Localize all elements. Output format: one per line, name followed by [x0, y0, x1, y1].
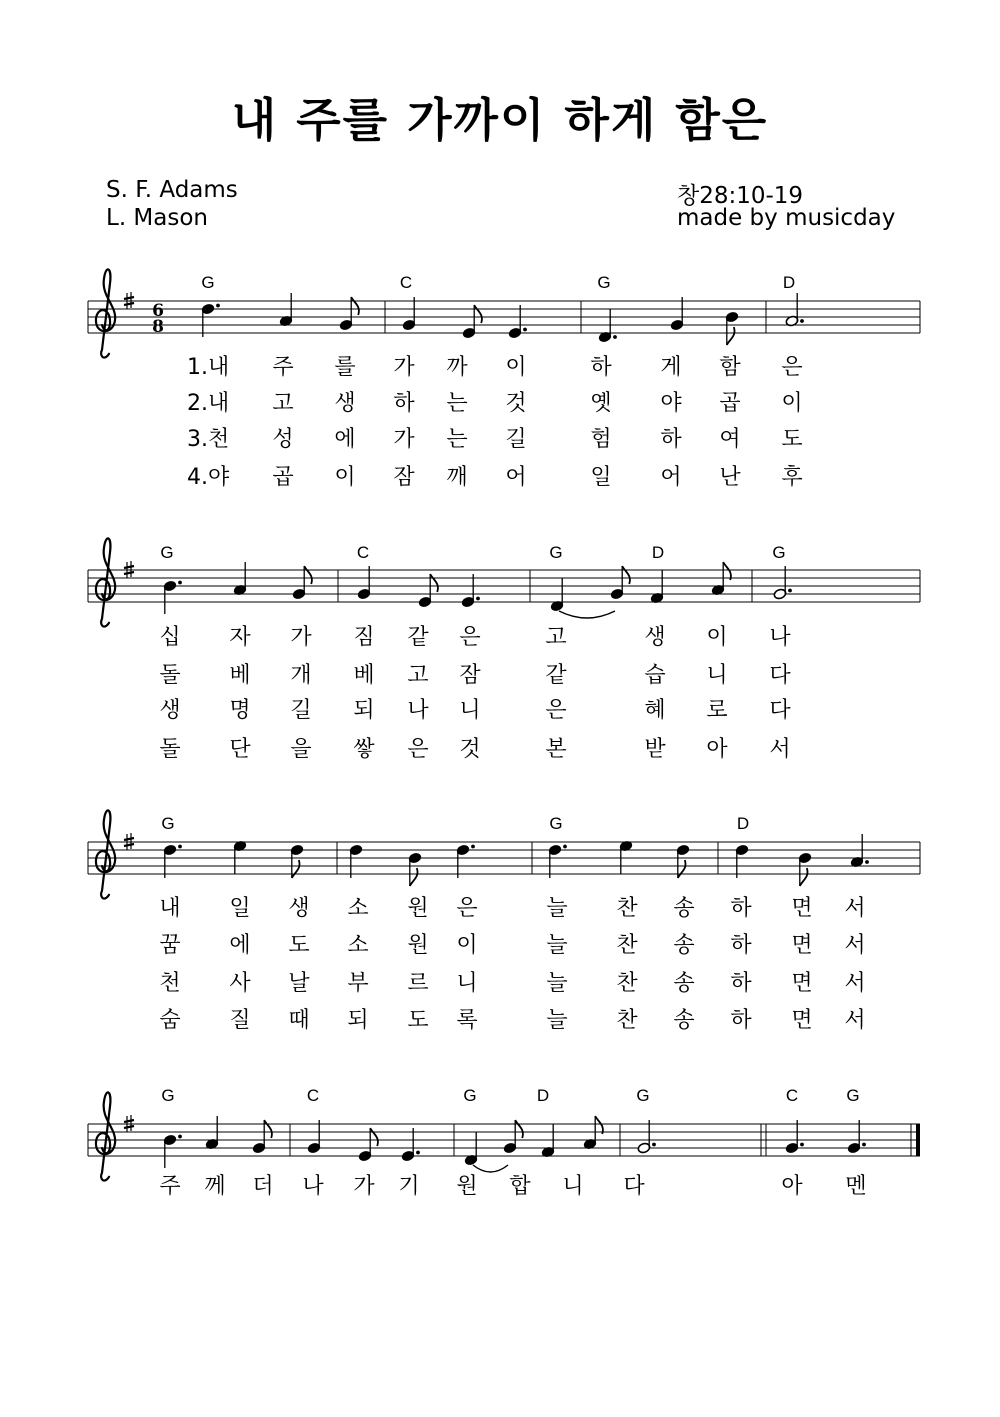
lyric-syllable: 는	[446, 427, 468, 452]
lyric-syllable: 을	[290, 737, 312, 762]
note	[163, 1134, 182, 1168]
note	[461, 574, 480, 608]
lyric-syllable: 이	[334, 465, 356, 490]
chord-symbol: G	[636, 1086, 650, 1105]
lyric-syllable: 하	[730, 971, 752, 996]
lyric-syllable: 베	[229, 663, 251, 688]
augmentation-dot	[178, 1135, 182, 1139]
lyric-syllable: 가	[393, 427, 415, 452]
lyric-syllable: 때	[288, 1008, 310, 1033]
lyric-syllable: 이	[456, 933, 478, 958]
lyric-syllable: 숨	[159, 1008, 181, 1033]
lyric-syllable: 천	[159, 971, 181, 996]
note-flag	[430, 574, 438, 592]
lyric-syllable: 옛	[590, 391, 612, 416]
chord-symbol: G	[160, 543, 174, 562]
lyric-syllable: 사	[229, 971, 251, 996]
augmentation-dot	[563, 845, 567, 849]
lyric-syllable: 아	[706, 737, 728, 762]
lyric-syllable: 도	[407, 1008, 429, 1033]
lyric-syllable: 생	[334, 391, 356, 416]
note	[205, 1116, 219, 1150]
lyric-syllable: 를	[334, 355, 356, 380]
note	[785, 293, 804, 327]
augmentation-dot	[523, 328, 527, 332]
chord-symbol: G	[597, 273, 611, 292]
treble-clef-icon	[96, 538, 115, 626]
composer-credit: L. Mason	[106, 205, 209, 231]
augmentation-dot	[800, 1143, 804, 1147]
lyric-syllable: 도	[288, 933, 310, 958]
note-flag	[515, 1120, 523, 1138]
lyric-syllable: 이	[706, 625, 728, 650]
lyric-syllable: 3.천	[187, 427, 230, 452]
chord-symbol: D	[536, 1086, 550, 1105]
lyric-syllable: 찬	[616, 933, 638, 958]
lyric-syllable: 받	[644, 737, 666, 762]
note	[233, 562, 247, 596]
lyric-syllable: 송	[673, 896, 695, 921]
note	[418, 574, 438, 608]
chord-symbol: C	[785, 1086, 799, 1105]
augmentation-dot	[800, 319, 804, 323]
note	[711, 562, 731, 596]
lyric-syllable: 서	[769, 737, 791, 762]
note	[358, 1128, 378, 1162]
treble-clef-icon	[96, 810, 115, 898]
lyric-syllable: 가	[290, 625, 312, 650]
note-flag	[622, 566, 630, 584]
lyric-syllable: 니	[459, 698, 481, 723]
lyric-syllable: 다	[623, 1174, 645, 1199]
note	[670, 297, 684, 331]
augmentation-dot	[178, 845, 182, 849]
note	[357, 566, 371, 600]
lyric-syllable: 다	[769, 663, 791, 688]
lyric-syllable: 습	[644, 663, 666, 688]
note	[163, 580, 182, 614]
note	[847, 1120, 866, 1154]
lyric-syllable: 기	[398, 1174, 420, 1199]
lyric-syllable: 질	[229, 1008, 251, 1033]
time-signature-top: 6	[152, 301, 164, 321]
chord-symbol: G	[846, 1086, 860, 1105]
lyric-syllable: 가	[353, 1174, 375, 1199]
lyric-syllable: 소	[347, 896, 369, 921]
sharp-bar	[124, 1126, 134, 1128]
lyric-syllable: 르	[407, 971, 429, 996]
chord-symbol: G	[772, 543, 786, 562]
note	[252, 1120, 272, 1154]
lyric-syllable: 서	[844, 1008, 866, 1033]
lyric-syllable: 찬	[616, 896, 638, 921]
note-flag	[678, 860, 686, 878]
lyric-syllable: 이	[781, 391, 803, 416]
lyric-syllable: 께	[204, 1174, 226, 1199]
augmentation-dot	[216, 304, 220, 308]
lyric-syllable: 은	[459, 625, 481, 650]
lyric-syllable: 베	[353, 663, 375, 688]
lyric-syllable: 늘	[546, 971, 568, 996]
lyric-syllable: 더	[252, 1174, 274, 1199]
lyric-syllable: 늘	[546, 933, 568, 958]
lyric-syllable: 하	[730, 896, 752, 921]
lyric-syllable: 하	[730, 1008, 752, 1033]
lyric-syllable: 곱	[272, 465, 294, 490]
lyric-syllable: 2.내	[187, 391, 230, 416]
lyric-syllable: 찬	[616, 1008, 638, 1033]
note	[349, 844, 363, 878]
lyric-syllable: 원	[407, 933, 429, 958]
augmentation-dot	[865, 860, 869, 864]
note	[307, 1120, 321, 1154]
lyric-syllable: 고	[272, 391, 294, 416]
note	[598, 309, 617, 343]
lyric-syllable: 서	[844, 933, 866, 958]
augmentation-dot	[178, 581, 182, 585]
lyric-syllable: 길	[290, 698, 312, 723]
lyric-syllable: 일	[590, 465, 612, 490]
lyric-syllable: 원	[456, 1174, 478, 1199]
lyric-syllable: 잠	[393, 465, 415, 490]
lyric-syllable: 난	[719, 465, 741, 490]
lyric-syllable: 일	[229, 896, 251, 921]
lyric-syllable: 나	[302, 1174, 324, 1199]
chord-symbol: G	[161, 814, 175, 833]
augmentation-dot	[416, 1151, 420, 1155]
lyric-syllable: 게	[660, 355, 682, 380]
lyricist-credit: S. F. Adams	[106, 177, 238, 203]
augmentation-dot	[652, 1143, 656, 1147]
note-flag	[370, 1128, 378, 1146]
note	[279, 293, 293, 327]
lyric-syllable: 하	[730, 933, 752, 958]
sharp-bar	[124, 297, 134, 299]
note-flag	[727, 327, 735, 345]
chord-symbol: C	[356, 543, 370, 562]
lyric-syllable: 여	[719, 427, 741, 452]
note	[339, 297, 359, 331]
lyric-syllable: 송	[673, 971, 695, 996]
lyric-syllable: 가	[393, 355, 415, 380]
note	[850, 834, 869, 868]
lyric-syllable: 본	[545, 737, 567, 762]
lyric-syllable: 같	[545, 663, 567, 688]
lyric-syllable: 명	[229, 698, 251, 723]
note-flag	[800, 868, 808, 886]
lyric-syllable: 다	[769, 698, 791, 723]
chord-symbol: G	[161, 1086, 175, 1105]
lyric-syllable: 자	[229, 625, 251, 650]
lyric-syllable: 돌	[159, 737, 181, 762]
note	[402, 297, 416, 331]
lyric-syllable: 에	[229, 933, 251, 958]
lyric-syllable: 소	[347, 933, 369, 958]
note	[735, 844, 749, 878]
note	[408, 852, 422, 886]
lyric-syllable: 고	[545, 625, 567, 650]
lyric-syllable: 면	[791, 971, 813, 996]
lyric-syllable: 서	[844, 971, 866, 996]
augmentation-dot	[862, 1143, 866, 1147]
note	[456, 844, 475, 878]
note	[462, 305, 482, 339]
note	[610, 566, 630, 600]
note	[773, 566, 792, 600]
augmentation-dot	[476, 597, 480, 601]
lyric-syllable: 나	[769, 625, 791, 650]
lyric-syllable: 나	[407, 698, 429, 723]
staff-system-1	[88, 269, 920, 357]
augmentation-dot	[613, 335, 617, 339]
sharp-bar	[124, 566, 134, 568]
scripture-reference: 창28:10-19	[677, 183, 804, 209]
lyric-syllable: 짐	[353, 625, 375, 650]
note	[583, 1116, 603, 1150]
lyric-syllable: 쌓	[353, 737, 375, 762]
lyric-syllable: 되	[347, 1008, 369, 1033]
lyric-syllable: 로	[706, 698, 728, 723]
lyric-syllable: 단	[229, 737, 251, 762]
lyric-syllable: 에	[334, 427, 356, 452]
note	[233, 840, 247, 874]
note	[637, 1120, 656, 1154]
lyric-syllable: 주	[159, 1174, 181, 1199]
note-flag	[292, 860, 300, 878]
lyric-syllable: 혜	[644, 698, 666, 723]
lyric-syllable: 길	[505, 427, 527, 452]
note-flag	[304, 566, 312, 584]
note	[201, 303, 220, 337]
lyric-syllable: 야	[660, 391, 682, 416]
lyric-syllable: 어	[660, 465, 682, 490]
note	[290, 844, 304, 878]
treble-clef-icon	[96, 1092, 115, 1180]
sharp-bar	[124, 572, 134, 574]
sharp-bar	[124, 303, 134, 305]
lyric-syllable: 하	[393, 391, 415, 416]
lyric-syllable: 험	[590, 427, 612, 452]
chord-symbol: C	[306, 1086, 320, 1105]
augmentation-dot	[471, 845, 475, 849]
lyric-syllable: 까	[446, 355, 468, 380]
lyric-syllable: 송	[673, 1008, 695, 1033]
lyric-syllable: 원	[407, 896, 429, 921]
sharp-bar	[124, 844, 134, 846]
lyric-syllable: 니	[456, 971, 478, 996]
song-title: 내 주를 가까이 하게 함은	[231, 93, 769, 147]
staff-system-3	[88, 810, 920, 898]
lyric-syllable: 깨	[446, 465, 468, 490]
lyric-syllable: 면	[791, 1008, 813, 1033]
lyric-syllable: 성	[272, 427, 294, 452]
lyric-syllable: 이	[505, 355, 527, 380]
chord-symbol: D	[736, 814, 750, 833]
lyric-syllable: 은	[545, 698, 567, 723]
lyric-syllable: 것	[505, 391, 527, 416]
lyric-syllable: 면	[791, 896, 813, 921]
note	[541, 1124, 555, 1158]
chord-symbol: G	[463, 1086, 477, 1105]
lyric-syllable: 합	[509, 1174, 531, 1199]
lyric-syllable: 하	[660, 427, 682, 452]
lyric-syllable: 잠	[459, 663, 481, 688]
note	[785, 1120, 804, 1154]
lyric-syllable: 개	[290, 663, 312, 688]
lyric-syllable: 같	[407, 625, 429, 650]
lyric-syllable: 도	[781, 427, 803, 452]
note	[676, 844, 690, 878]
lyric-syllable: 되	[353, 698, 375, 723]
chord-symbol: C	[399, 273, 413, 292]
note	[401, 1128, 420, 1162]
chord-symbol: D	[782, 273, 796, 292]
staff-system-2	[88, 538, 920, 626]
note	[508, 305, 527, 339]
lyric-syllable: 은	[781, 355, 803, 380]
lyric-syllable: 서	[844, 896, 866, 921]
lyric-syllable: 4.야	[187, 465, 230, 490]
lyric-syllable: 면	[791, 933, 813, 958]
lyric-syllable: 돌	[159, 663, 181, 688]
sharp-bar	[124, 838, 134, 840]
lyric-syllable: 생	[644, 625, 666, 650]
lyric-syllable: 날	[288, 971, 310, 996]
treble-clef-icon	[96, 269, 115, 357]
note-flag	[723, 562, 731, 580]
lyric-syllable: 생	[288, 896, 310, 921]
chord-symbol: G	[549, 543, 563, 562]
note	[650, 570, 664, 604]
lyric-syllable: 생	[159, 698, 181, 723]
lyric-syllable: 멘	[845, 1174, 867, 1199]
lyric-syllable: 고	[407, 663, 429, 688]
final-barline	[916, 1124, 920, 1156]
note-flag	[474, 305, 482, 323]
note	[725, 311, 739, 345]
note	[503, 1120, 523, 1154]
note	[292, 566, 312, 600]
chord-symbol: G	[549, 814, 563, 833]
time-signature-bottom: 8	[152, 317, 164, 337]
lyric-syllable: 늘	[546, 1008, 568, 1033]
lyric-syllable: 어	[505, 465, 527, 490]
lyric-syllable: 니	[706, 663, 728, 688]
lyric-syllable: 록	[456, 1008, 478, 1033]
lyric-syllable: 은	[407, 737, 429, 762]
staff-system-4	[88, 1086, 920, 1181]
lyric-syllable: 송	[673, 933, 695, 958]
lyric-syllable: 십	[159, 625, 181, 650]
lyric-syllable: 는	[446, 391, 468, 416]
lyric-syllable: 은	[456, 896, 478, 921]
lyric-syllable: 것	[459, 737, 481, 762]
maker-credit: made by musicday	[677, 205, 896, 231]
lyric-syllable: 부	[347, 971, 369, 996]
lyric-syllable: 니	[562, 1174, 584, 1199]
lyric-syllable: 곱	[719, 391, 741, 416]
lyric-syllable: 꿈	[159, 933, 181, 958]
tie	[473, 1165, 508, 1172]
lyric-syllable: 함	[719, 355, 741, 380]
note	[548, 844, 567, 878]
lyric-syllable: 주	[272, 355, 294, 380]
note	[464, 1132, 478, 1166]
note-flag	[264, 1120, 272, 1138]
note	[163, 844, 182, 878]
chord-symbol: D	[651, 543, 665, 562]
lyric-syllable: 후	[781, 465, 803, 490]
note	[798, 852, 812, 886]
lyric-syllable: 1.내	[187, 355, 230, 380]
chord-symbol: G	[201, 273, 215, 292]
lyric-syllable: 아	[781, 1174, 803, 1199]
note	[550, 578, 564, 612]
note	[619, 840, 633, 874]
note-flag	[351, 297, 359, 315]
lyric-syllable: 늘	[546, 896, 568, 921]
tie	[559, 611, 615, 618]
lyric-syllable: 찬	[616, 971, 638, 996]
augmentation-dot	[788, 589, 792, 593]
sharp-bar	[124, 1120, 134, 1122]
note-flag	[410, 868, 418, 886]
note-flag	[595, 1116, 603, 1134]
lyric-syllable: 하	[590, 355, 612, 380]
lyric-syllable: 내	[159, 896, 181, 921]
